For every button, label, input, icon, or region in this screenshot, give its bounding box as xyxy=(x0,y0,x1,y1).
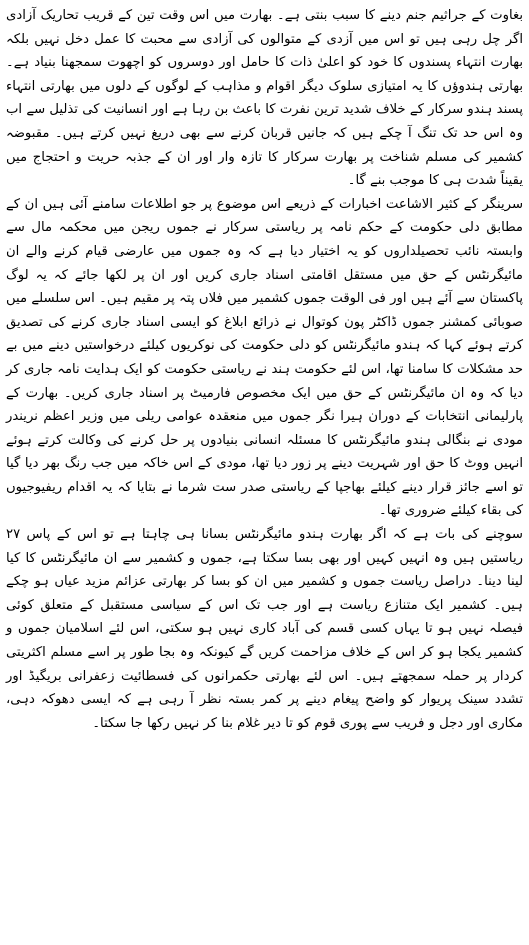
article-paragraph-3: سوچنے کی بات ہے کہ اگر بھارت ہندو مائیگرنٹس بسانا ہی چاہتا ہے تو اس کے پاس ۲۷ ریاستیں ہیں وہ انہیں کہیں اور بھی بسا سکتا ہے، جموں و کشمیر سے ان مائیگرنٹس کا کیا لینا دینا۔ دراصل ریاست جموں و کشمیر میں ان کو بسا کر بھارتی عزائم مزید عیاں ہو چکے ہیں۔ کشمیر ایک متنازع ریاست ہے اور جب تک اس کے سیاسی مستقبل کے متعلق کوئی فیصلہ نہیں ہو تا یہاں کسی قسم کی آباد کاری نہیں ہو سکتی، اس لئے اسلامیان جموں و کشمیر یکجا ہو کر اس کے خلاف مزاحمت کریں گے کیونکہ وہ بجا طور پر اسے مسلم اکثریتی کردار پر حملہ سمجھتے ہیں۔ اس لئے بھارتی حکمرانوں کی فسطائیت زعفرانی بریگیڈ اور تشدد سینک پریوار کو واضح پیغام دینے پر کمر بستہ نظر آ رہی ہے کہ ایسی دھوکہ دہی، مکاری اور دجل و فریب سے پوری قوم کو تا دیر غلام بنا کر نہیں رکھا جا سکتا۔ xyxy=(6,527,523,731)
article-paragraph-2: سرینگر کے کثیر الاشاعت اخبارات کے ذریعے اس موضوع پر جو اطلاعات سامنے آئی ہیں ان کے مطابق دلی حکومت کے حکم نامہ پر ریاستی سرکار نے جموں ریجن میں محکمہ مال سے وابستہ نائب تحصیلداروں کو یہ اختیار دیا ہے کہ وہ جموں میں عارضی قیام کرنے والے ان مائیگرنٹس کے حق میں مستقل اقامتی اسناد جاری کریں اور ان پر لکھا جائے کہ یہ لوگ پاکستان سے آئے ہیں اور فی الوقت جموں کشمیر میں فلاں پتہ پر مقیم ہیں۔ اس سلسلے میں صوبائی کمشنر جموں ڈاکٹر پون کوتوال نے ذرائع ابلاغ کو ایسی اسناد جاری کرنے کی تصدیق کرتے ہوئے کہا کہ ہندو مائیگرنٹس کو دلی حکومت کی نوکریوں کیلئے درخواستیں دینے میں بے حد مشکلات کا سامنا تھا، اس لئے حکومت ہند نے ریاستی حکومت کو ایک ہدایت نامہ جاری کر دیا کہ وہ ان مائیگرنٹس کے حق میں ایک مخصوص فارمیٹ پر اسناد جاری کریں۔ بھارت کے پارلیمانی انتخابات کے دوران ہیرا نگر جموں میں منعقدہ عوامی ریلی میں وزیر اعظم نریندر مودی نے بنگالی ہندو مائیگرنٹس کا مسئلہ انسانی بنیادوں پر حل کرنے کی وکالت کرتے ہوئے انہیں ووٹ کا حق اور شہریت دینے پر زور دیا تھا، مودی کے اس خاکہ میں جب رنگ بھر دیا گیا تو اسے جائز قرار دینے کیلئے بھاجپا کے ریاستی صدر ست شرما نے بتایا کہ یہ اقدام ریفیوجیوں کی بقاء کیلئے ضروری تھا۔ xyxy=(6,196,523,519)
article-paragraph-1: بغاوت کے جراثیم جنم دینے کا سبب بنتی ہے۔ بھارت میں اس وقت تین کے قریب تحاریک آزادی اگر چل رہی ہیں تو اس میں آزدی کے متوالوں کی آزادی سے محبت کا عمل دخل نہیں بلکہ بھارت انتہاء پسندوں کا خود کو اعلیٰ ذات کا حامل اور دوسروں کو اچھوت سمجھنا بنیاد ہے۔ بھارتی ہندوؤں کا یہ امتیازی سلوک دیگر اقوام و مذاہب کے لوگوں کے دلوں میں بھارتی انتہاء پسند ہندو سرکار کے خلاف شدید ترین نفرت کا باعث بن رہا ہے اور انسانیت کی تذلیل سے اب وہ اس حد تک تنگ آ چکے ہیں کہ جانیں قربان کرنے سے بھی دریغ نہیں کرتے ہیں۔ مقبوضہ کشمیر کی مسلم شناخت پر بھارت سرکار کا تازہ وار اور ان کے جذبہ حریت و احتجاج میں یقیناً شدت ہی کا موجب بنے گا۔ xyxy=(6,8,523,189)
